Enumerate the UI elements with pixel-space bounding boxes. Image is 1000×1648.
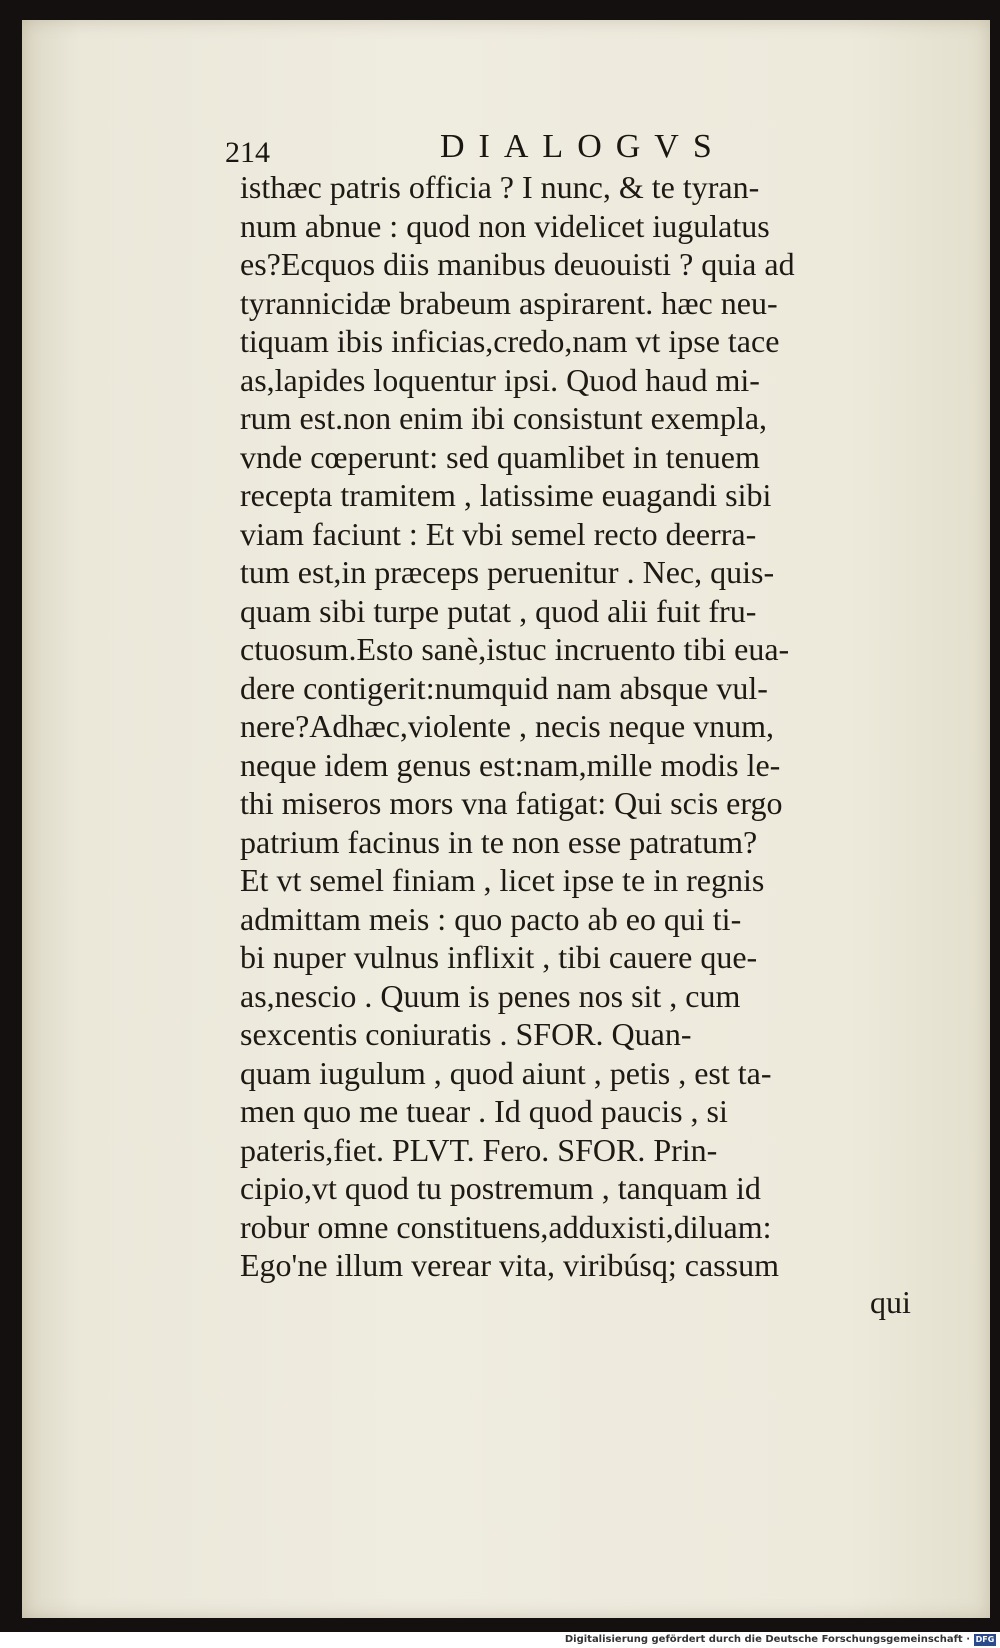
text-line: patrium facinus in te non esse patratum? [240, 823, 758, 860]
text-line: nere?Adhæc,violente , necis neque vnum, [240, 708, 775, 744]
running-head: DIALOGVS [440, 128, 726, 165]
text-line: thi miseros mors vna fatigat: Qui scis ergo [240, 785, 783, 821]
text-line: ctuosum.Esto sanè,istuc incruento tibi eua- [240, 631, 790, 667]
text-line: pateris,fiet. PLVT. Fero. SFOR. Prin- [240, 1131, 718, 1168]
text-line: tiquam ibis inficias,credo,nam vt ipse tace [240, 323, 780, 359]
text-line: robur omne constituens,adduxisti,diluam: [240, 1208, 772, 1245]
text-line: admittam meis : quo pacto ab eo qui ti- [240, 900, 742, 937]
footer-credit: Digitalisierung gefördert durch die Deutsche Forschungsgemeinschaft · [564, 1634, 970, 1645]
text-line: tyrannicidæ brabeum aspirarent. hæc neu- [240, 284, 778, 321]
page-number: 214 [225, 136, 270, 169]
text-line: cipio,vt quod tu postremum , tanquam id [240, 1170, 761, 1206]
text-line: isthæc patris officia ? I nunc, & te tyran- [240, 169, 760, 205]
text-line: as,lapides loquentur ipsi. Quod haud mi- [240, 361, 760, 398]
text-line: sexcentis coniuratis . SFOR. Quan- [240, 1016, 692, 1052]
catchword: qui [870, 1284, 911, 1320]
text-line: bi nuper vulnus inflixit , tibi cauere que- [240, 939, 758, 975]
text-line: Ego'ne illum verear vita, viribúsq; cassum [240, 1247, 779, 1283]
text-line: quam iugulum , quod aiunt , petis , est ta- [240, 1054, 772, 1091]
text-line: num abnue : quod non videlicet iugulatus [240, 207, 770, 244]
dfg-logo-icon: DFG [975, 1635, 995, 1644]
text-line: tum est,in præceps peruenitur . Nec, quis- [240, 554, 775, 590]
text-line: quam sibi turpe putat , quod alii fuit fru- [240, 592, 757, 629]
text-line: viam faciunt : Et vbi semel recto deerra- [240, 515, 757, 552]
text-line: men quo me tuear . Id quod paucis , si [240, 1093, 728, 1129]
text-line: recepta tramitem , latissime euagandi sibi [240, 477, 772, 513]
text-line: dere contigerit:numquid nam absque vul- [240, 669, 768, 706]
text-line: neque idem genus est:nam,mille modis le- [240, 746, 781, 783]
text-line: as,nescio . Quum is penes nos sit , cum [240, 977, 741, 1014]
text-line: rum est.non enim ibi consistunt exempla, [240, 400, 768, 436]
text-line: vnde cœperunt: sed quamlibet in tenuem [240, 438, 760, 475]
text-line: Et vt semel finiam , licet ipse te in regnis [240, 862, 765, 898]
text-line: es?Ecquos diis manibus deuouisti ? quia ad [240, 246, 795, 282]
body-text [240, 168, 940, 1285]
